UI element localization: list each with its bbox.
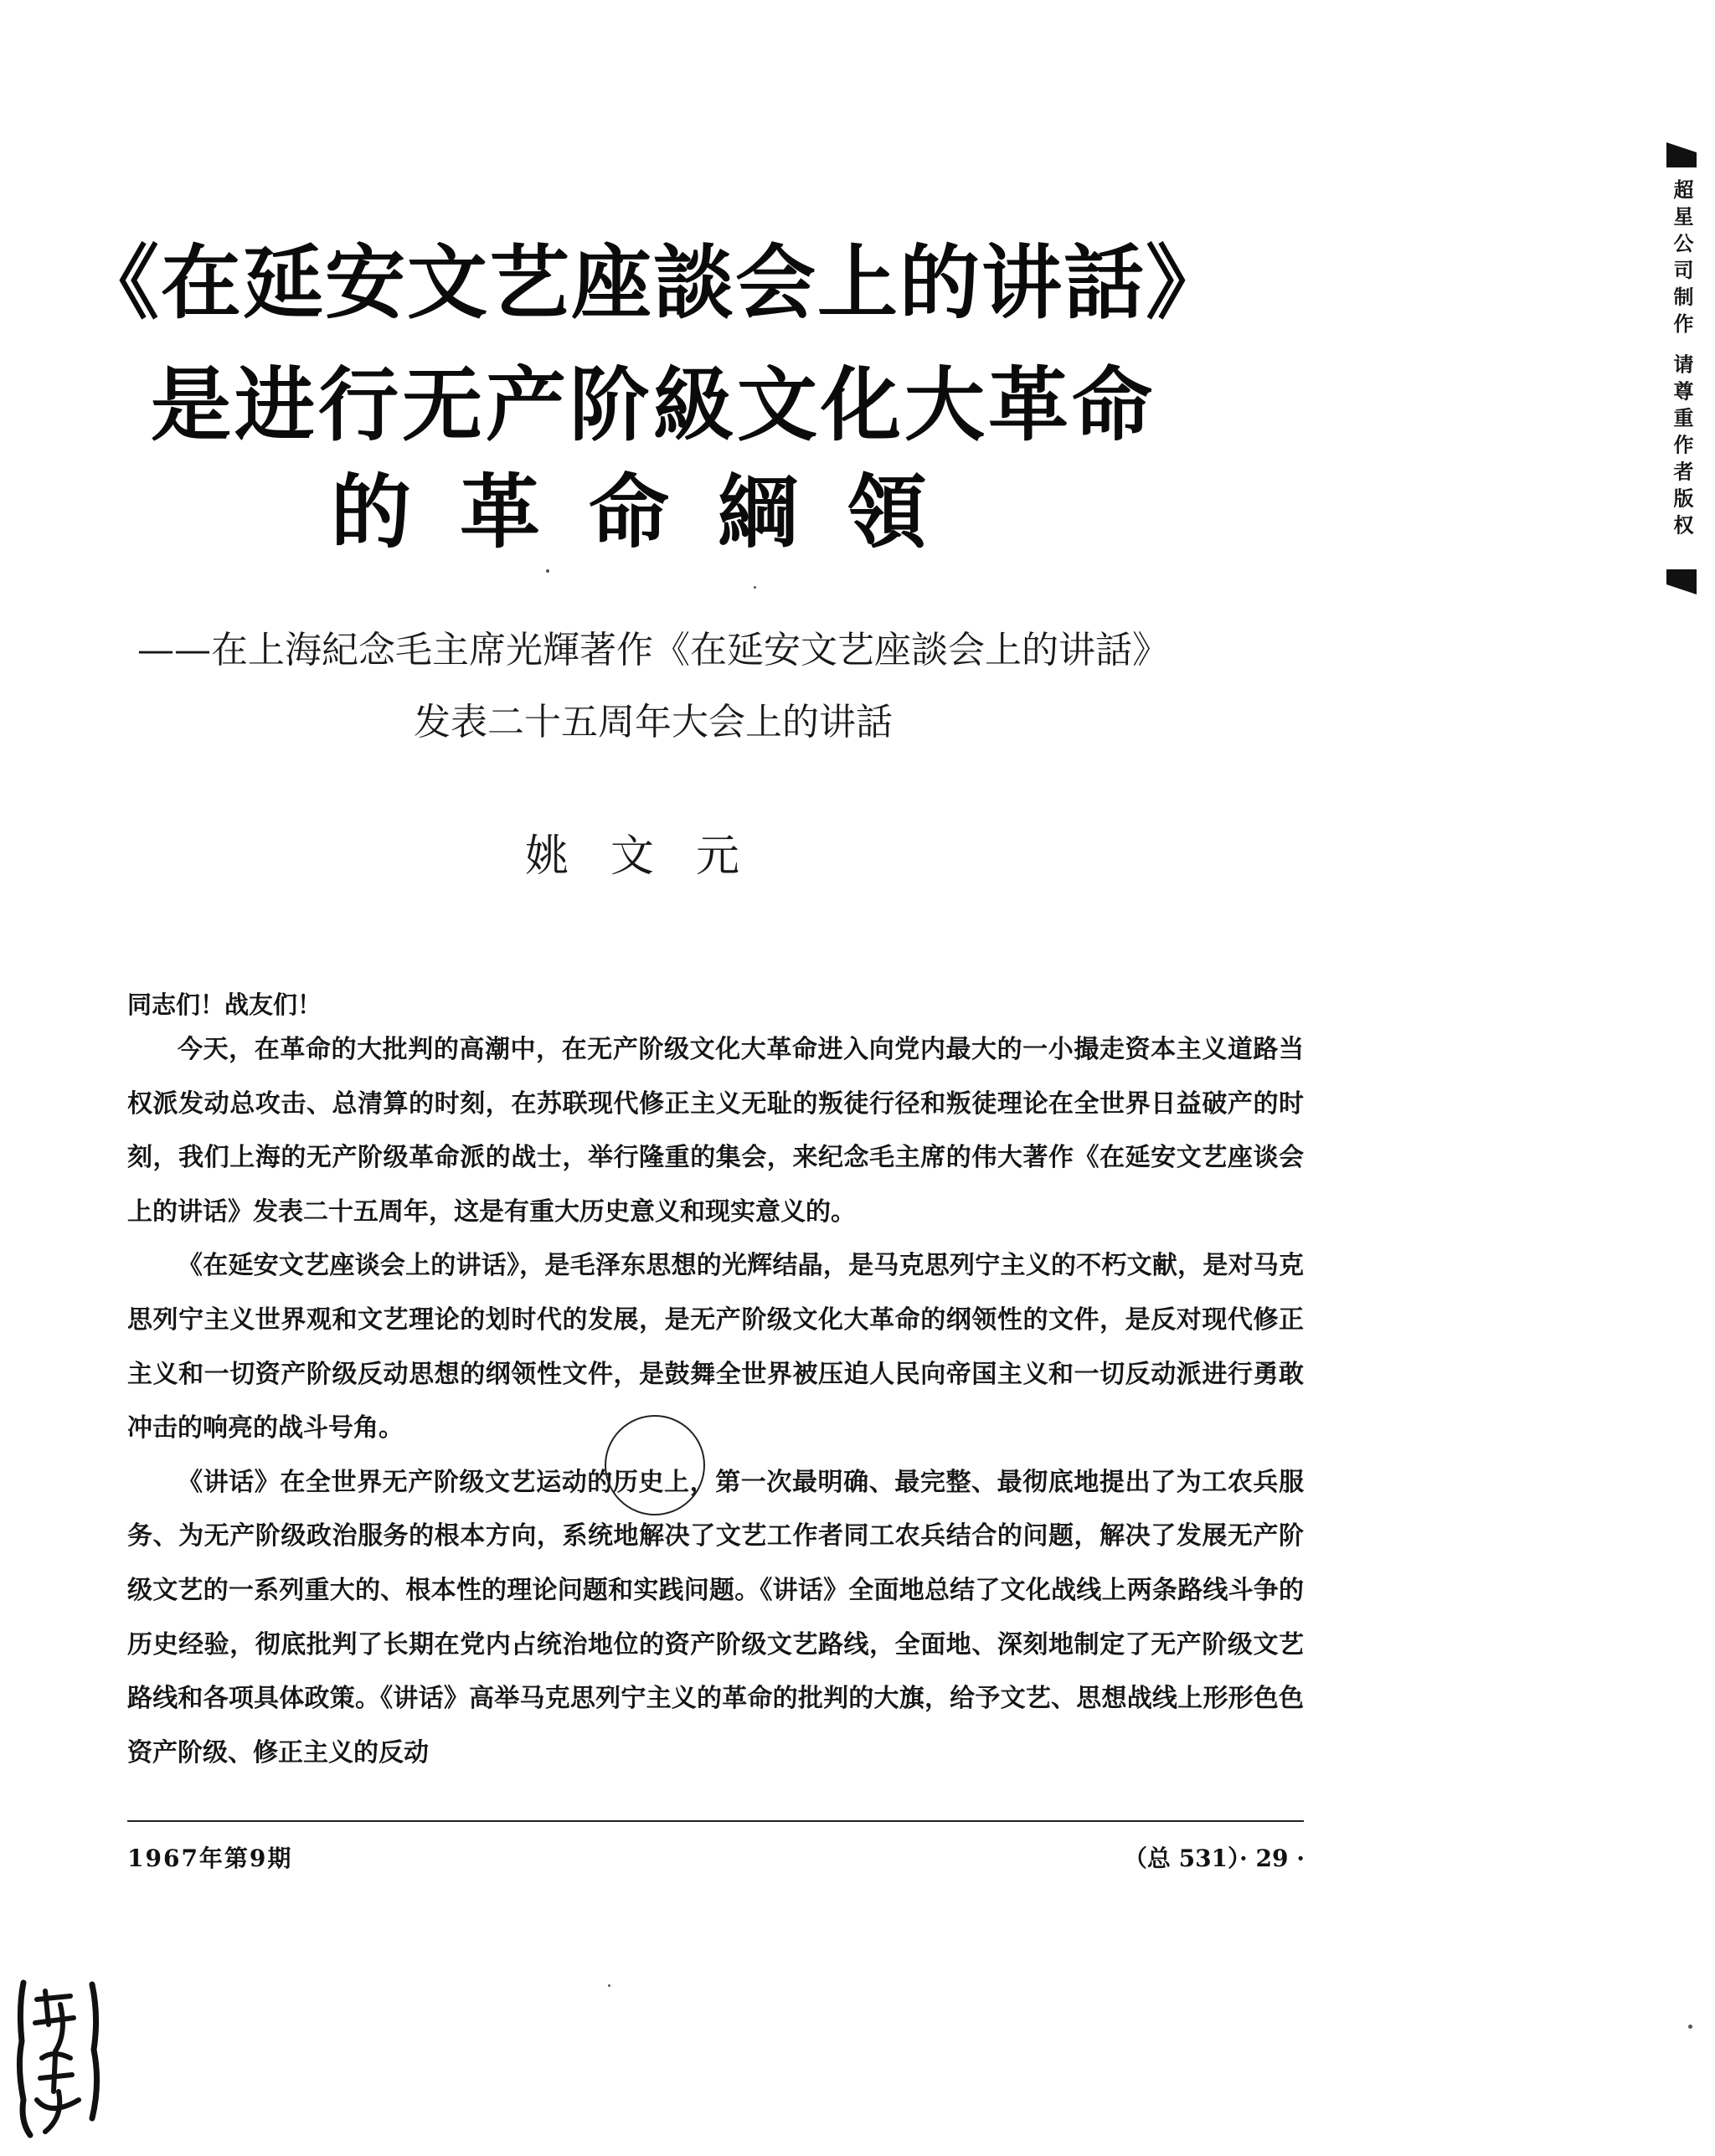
- page-number: （总 531）· 29 ·: [1123, 1845, 1305, 1872]
- paragraph-1: 今天，在革命的大批判的高潮中，在无产阶级文化大革命进入向党内最大的一小撮走资本主义道路当权派发动总攻击、总清算的时刻，在苏联现代修正主义无耻的叛徒行径和叛徒理论在全世界日益破产的时刻，我们上海的无产阶级革命派的战士，举行隆重的集会，来纪念毛主席的伟大著作《在延安文艺座谈会上的讲话》发表二十五周年，这是有重大历史意义和现实意义的。: [127, 1035, 1304, 1227]
- title-line-3: 的革命綱領: [331, 466, 976, 559]
- paragraph-3: 《讲话》在全世界无产阶级文艺运动的历史上，第一次最明确、最完整、最彻底地提出了为工农兵服务、为无产阶级政治服务的根本方向，系统地解决了文艺工作者同工农兵结合的问题，解决了发展无产阶级文艺的一系列重大的、根本性的理论问题和实践问题。《讲话》全面地总结了文化战线上两条路线斗争的历史经验，彻底批判了长期在党内占统治地位的资产阶级文艺路线，全面地、深刻地制定了无产阶级文艺路线和各项具体政策。《讲话》高举马克思列宁主义的革命的批判的大旗，给予文艺、思想战线上形形色色资产阶级、修正主义的反动: [127, 1467, 1304, 1768]
- scan-speck: [546, 569, 549, 573]
- copyright-text: 超星公司制作 请尊重作者版权: [1670, 179, 1693, 542]
- issue-label: 1967年第9期: [127, 1845, 293, 1872]
- paragraph-2: 《在延安文艺座谈会上的讲话》，是毛泽东思想的光辉结晶，是马克思列宁主义的不朽文献，是对马克思列宁主义世界观和文艺理论的划时代的发展，是无产阶级文化大革命的纲领性的文件，是反对现代修正主义和一切资产阶级反动思想的纲领性文件，是鼓舞全世界被压迫人民向帝国主义和一切反动派进行勇敢冲击的响亮的战斗号角。: [127, 1251, 1304, 1443]
- scan-speck: [608, 1984, 610, 1987]
- copyright-strip: [1666, 142, 1697, 594]
- subtitle-line-1: ——在上海紀念毛主席光輝著作《在延安文艺座談会上的讲話》: [137, 629, 1169, 671]
- scan-speck: [754, 586, 756, 589]
- author-name: 姚文元: [524, 831, 781, 882]
- title-line-1: 《在延安文艺座談会上的讲話》: [79, 236, 1228, 330]
- footer-rule: [127, 1820, 1304, 1822]
- article-body: [127, 1023, 1304, 1780]
- title-line-2: 是进行无产阶級文化大革命: [151, 358, 1156, 452]
- circle-annotation: [605, 1415, 705, 1515]
- strip-marker-top: [1666, 142, 1697, 167]
- strip-marker-bottom: [1666, 569, 1697, 594]
- scan-speck: [1688, 2025, 1692, 2029]
- seal-stamp-icon: [12, 1974, 106, 2142]
- subtitle-line-2: 发表二十五周年大会上的讲話: [414, 701, 893, 744]
- greeting: 同志们！战友们！: [127, 991, 322, 1019]
